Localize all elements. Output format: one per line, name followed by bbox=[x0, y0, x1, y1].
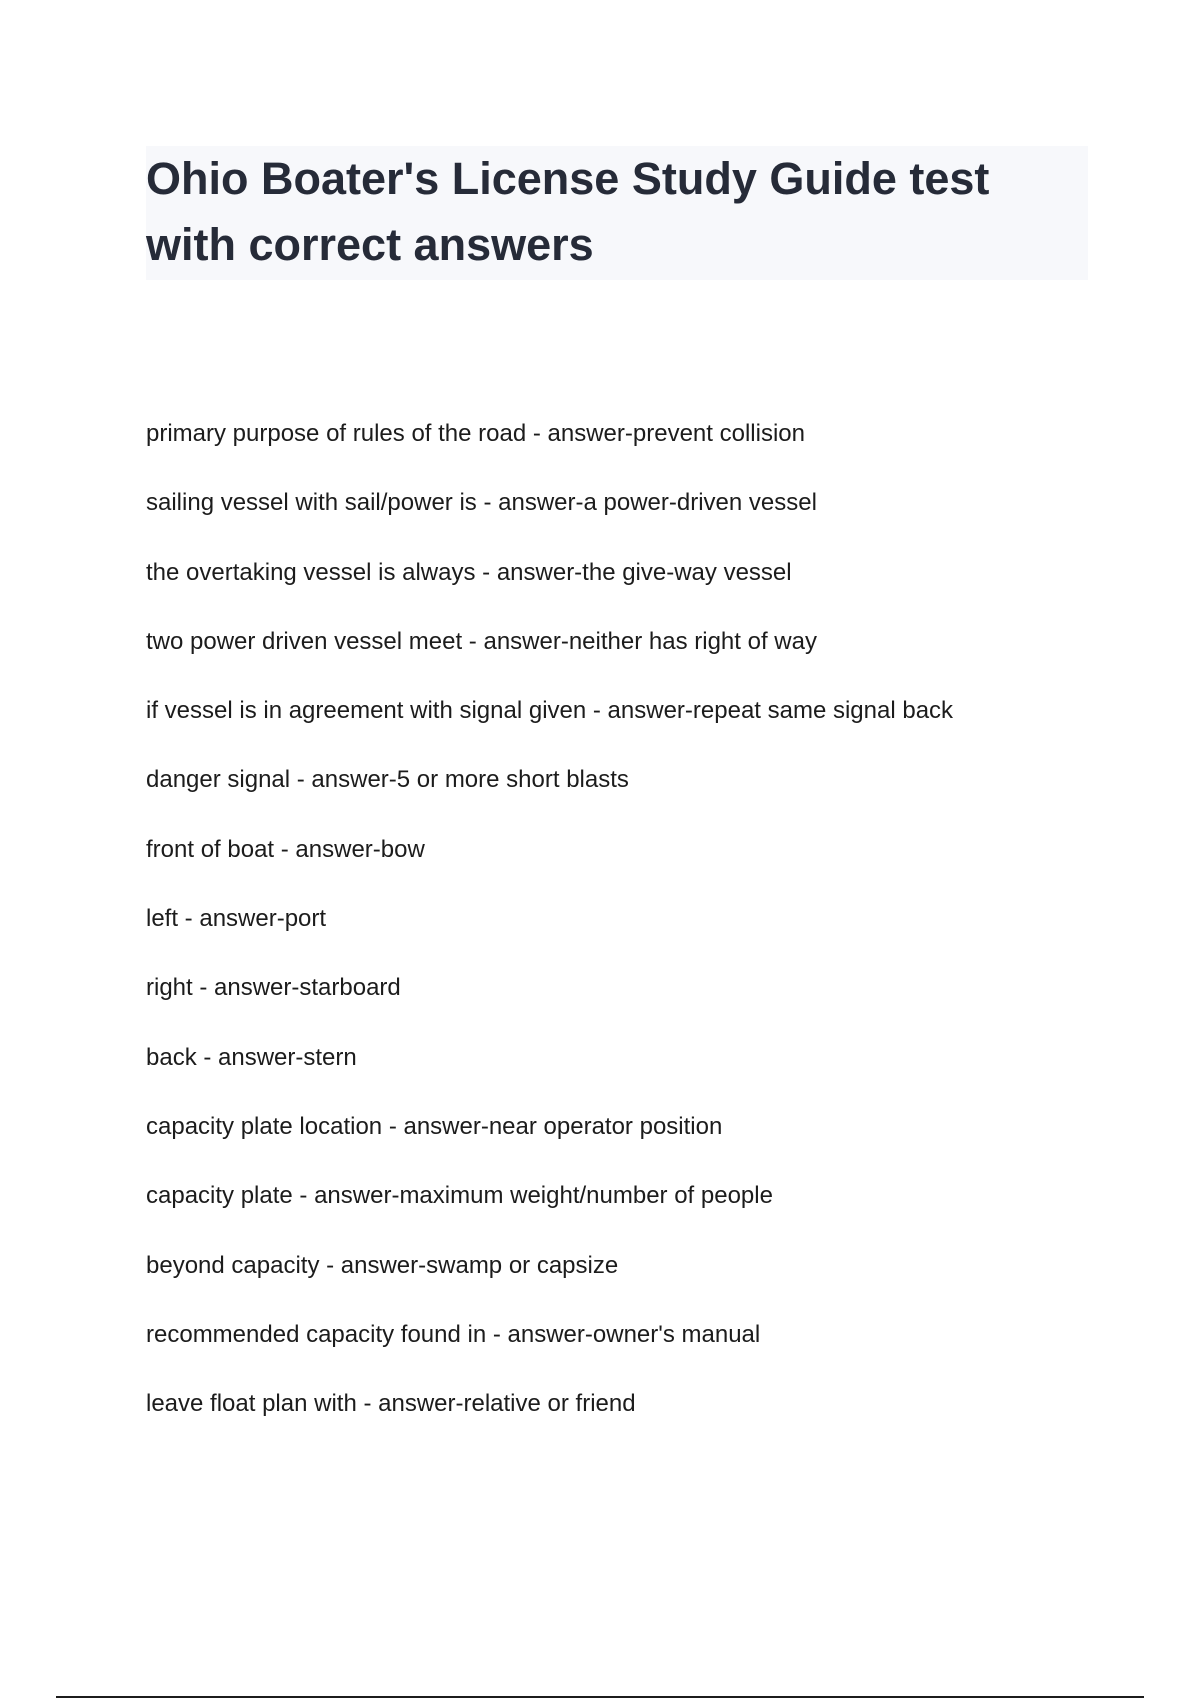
list-item: sailing vessel with sail/power is - answer-a power-driven vessel bbox=[146, 489, 817, 517]
list-item: if vessel is in agreement with signal given - answer-repeat same signal back bbox=[146, 697, 954, 725]
list-item: front of boat - answer-bow bbox=[146, 835, 425, 863]
list-item: leave float plan with - answer-relative or friend bbox=[146, 1390, 636, 1418]
list-item: recommended capacity found in - answer-owner's manual bbox=[146, 1320, 761, 1348]
page-title: Ohio Boater's License Study Guide test with correct answers bbox=[146, 153, 990, 270]
list-item: capacity plate location - answer-near operator position bbox=[146, 1112, 723, 1140]
qa-list bbox=[146, 398, 1096, 1437]
list-item: capacity plate - answer-maximum weight/number of people bbox=[146, 1182, 773, 1210]
page-divider bbox=[56, 1696, 1144, 1698]
list-item: primary purpose of rules of the road - answer-prevent collision bbox=[146, 420, 805, 447]
list-item: right - answer-starboard bbox=[146, 974, 401, 1002]
list-item: the overtaking vessel is always - answer-the give-way vessel bbox=[146, 558, 792, 586]
list-item: back - answer-stern bbox=[146, 1043, 357, 1071]
title-block bbox=[146, 146, 1088, 280]
list-item: beyond capacity - answer-swamp or capsize bbox=[146, 1251, 619, 1279]
list-item: danger signal - answer-5 or more short blasts bbox=[146, 766, 629, 794]
list-item: left - answer-port bbox=[146, 905, 327, 933]
list-item: two power driven vessel meet - answer-neither has right of way bbox=[146, 627, 817, 655]
